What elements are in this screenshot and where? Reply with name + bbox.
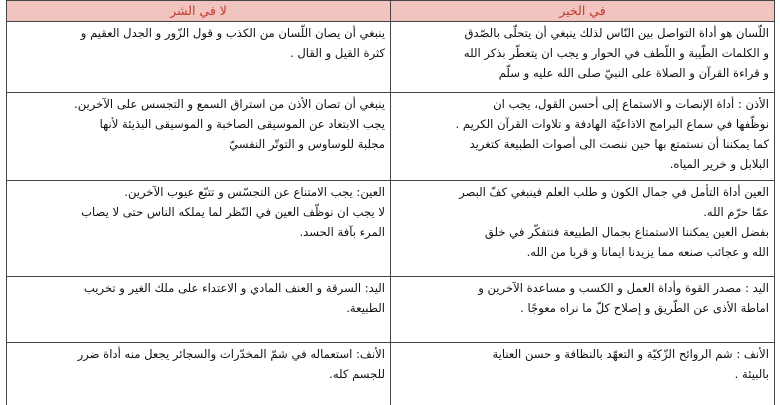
header-good: في الخير <box>391 1 775 22</box>
cell-line: كما يمكننا أن نستمتع بها حين ننصت الى أصوات الطبيعة كتغريد <box>469 137 769 151</box>
cell-line: يجب الابتعاد عن الموسيقى الصاخبة و الموسيقى البذيئة لأنها <box>99 117 385 131</box>
table-row-hand <box>7 277 775 343</box>
cell-good <box>391 93 775 181</box>
cell-line: ينبغي أن تصان الأذن من استراق السمع و التجسس على الآخرين. <box>74 97 385 111</box>
cell-line: الأنف: استعماله في شمّ المخدّرات والسجائر يجعل منه أداة ضرر <box>77 347 385 361</box>
cell-line: نوظّفها في سماع البرامج الاذاعيّة الهادفة و تلاوات القرآن الكريم . <box>455 117 769 131</box>
table-row-tongue <box>7 22 775 93</box>
cell-bad <box>7 93 391 181</box>
cell-line: الأنف : شم الروائح الزّكيّة و التعهّد بالنظافة و حسن العناية <box>492 347 769 361</box>
cell-line: بالبيئة . <box>734 367 769 381</box>
cell-line: مجلبة للوساوس و التوتّر النفسيّ <box>229 137 385 151</box>
cell-line: الله و عجائب صنعه مما يزيدنا ايمانا و قربا من الله. <box>526 245 769 259</box>
cell-line: الأذن : أداة الإنصات و الاستماع إلى أحسن القول، يجب ان <box>493 97 769 111</box>
table-row-nose <box>7 343 775 405</box>
table-row-eye <box>7 181 775 277</box>
cell-line: العين أداة التأمل في جمال الكون و طلب العلم فينبغي كفّ البصر <box>459 185 769 199</box>
cell-line: عمّا حرّم الله. <box>703 205 769 219</box>
cell-good <box>391 181 775 277</box>
cell-line: اللّسان هو أداة التواصل بين النّاس لذلك ينبغي أن يتحلّى بالصّدق <box>464 26 769 40</box>
good-vs-bad-table <box>6 0 775 405</box>
cell-line: للجسم كله. <box>329 367 385 381</box>
cell-line: و الكلمات الطّيبة و اللّطف في الحوار و يجب ان يتعطّر بذكر الله <box>463 46 769 60</box>
table-header-row <box>7 1 775 22</box>
cell-line: ينبغي أن يصان اللّسان من الكذب و قول الزّور و الجدل العقيم و <box>80 26 385 40</box>
cell-line: العين: يجب الامتناع عن التجسّس و تتبّع عيوب الآخرين. <box>124 185 385 199</box>
cell-line: و قراءة القرآن و الصلاة على النبيّ صلى الله عليه و سلّم <box>498 66 769 80</box>
cell-good <box>391 277 775 343</box>
table-row-ear <box>7 93 775 181</box>
cell-line: اليد: السرقة و العنف المادي و الاعتداء على ملك الغير و تخريب <box>83 281 385 295</box>
cell-bad <box>7 343 391 405</box>
cell-line: بفضل العين يمكننا الاستمتاع بجمال الطبيعة فنتفكّر في خلق <box>484 225 769 239</box>
cell-line: كثرة القيل و القال . <box>290 46 385 60</box>
cell-line: لا يجب ان نوظّف العين في النّظر لما يملكه الناس حتى لا يصاب <box>81 205 385 219</box>
cell-line: اليد : مصدر القوة وأداة العمل و الكسب و مساعدة الآخرين و <box>478 281 769 295</box>
cell-bad <box>7 181 391 277</box>
cell-good <box>391 343 775 405</box>
cell-good <box>391 22 775 93</box>
cell-bad <box>7 277 391 343</box>
cell-bad <box>7 22 391 93</box>
header-bad: لا في الشر <box>7 1 391 22</box>
cell-line: الطبيعة. <box>346 301 385 315</box>
cell-line: البلابل و خرير المياه. <box>669 157 769 171</box>
cell-line: المرء بآفة الحسد. <box>299 225 385 239</box>
cell-line: اماطة الأذى عن الطّريق و إصلاح كلّ ما نراه معوجًا . <box>520 301 769 315</box>
